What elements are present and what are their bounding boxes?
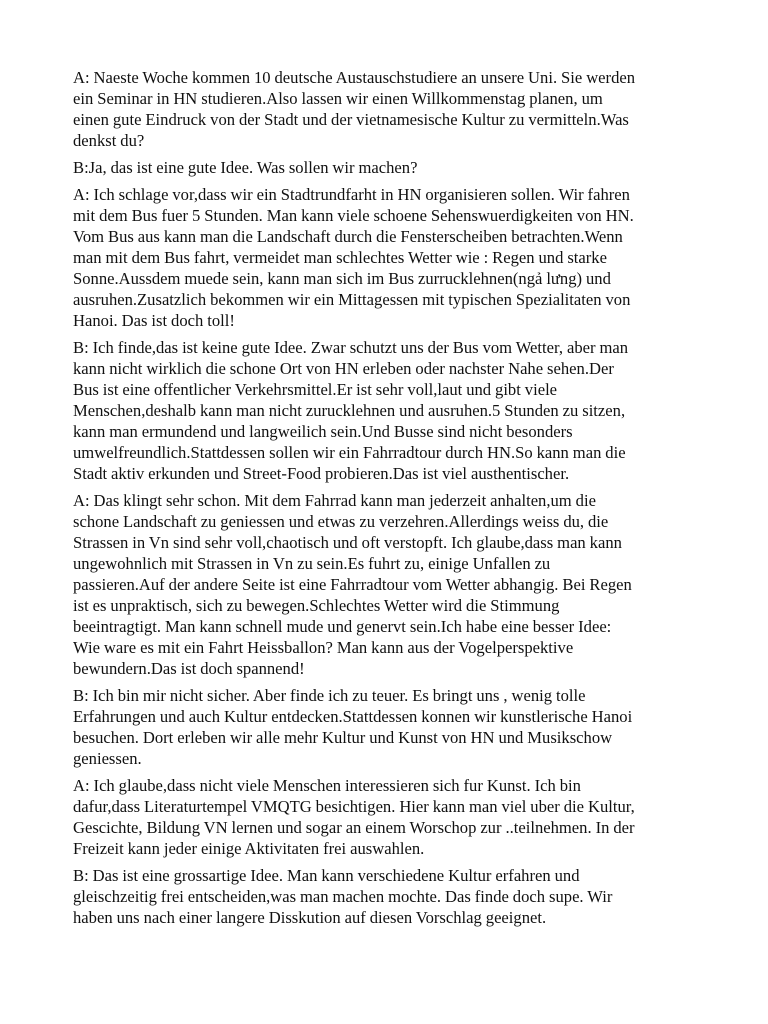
paragraph-b-bike-tour: B: Ich finde,das ist keine gute Idee. Zwar schutzt uns der Bus vom Wetter, aber man kann nicht wirklich die schone Ort von HN erleben oder nachster Nahe sehen.Der Bus ist eine offentlicher Verkehrsmittel.Er ist sehr voll,laut und gibt viele Menschen,deshalb kann man nicht zurucklehnen und ausruhen.5 Stunden zu sitzen, kann man ermundend und langweilich sein.Und Busse sind nicht besonders umwelfreundlich.Stattdessen sollen wir ein Fahrradtour durch HN.So kann man die Stadt aktiv erkunden und Street-Food probieren.Das ist viel austhentischer. xyxy=(73,338,629,483)
paragraph-b-agree: B: Das ist eine grossartige Idee. Man kann verschiedene Kultur erfahren und gleischzeitig frei entscheiden,was man machen mochte. Das finde doch supe. Wir haben uns nach einer langere Disskution auf diesen Vorschlag geeignet. xyxy=(73,866,613,927)
paragraph-a-intro: A: Naeste Woche kommen 10 deutsche Austauschstudiere an unsere Uni. Sie werden ein Seminar in HN studieren.Also lassen wir einen Willkommenstag planen, um einen gute Eindruck von der Stadt und der vietnamesische Kultur zu vermitteln.Was denkst du? xyxy=(73,68,636,150)
paragraph-b-art: B: Ich bin mir nicht sicher. Aber finde ich zu teuer. Es bringt uns , wenig tolle Erfahrungen und auch Kultur entdecken.Stattdessen konnen wir kunstlerische Hanoi besuchen. Dort erleben wir alle mehr Kultur und Kunst von HN und Musikschow geniessen. xyxy=(73,686,633,768)
paragraph-b-reply: B:Ja, das ist eine gute Idee. Was sollen wir machen? xyxy=(73,158,418,177)
dialogue-text xyxy=(73,67,703,934)
paragraph-a-balloon: A: Das klingt sehr schon. Mit dem Fahrrad kann man jederzeit anhalten,um die schone Landschaft zu geniessen und etwas zu verzehren.Allerdings weiss du, die Strassen in Vn sind sehr voll,chaotisch und oft verstopft. Ich glaube,dass man kann ungewohnlich mit Strassen in Vn zu sein.Es fuhrt zu, einige Unfallen zu passieren.Auf der andere Seite ist eine Fahrradtour vom Wetter abhangig. Bei Regen ist es unpraktisch, sich zu bewegen.Schlechtes Wetter wird die Stimmung beeintragtigt. Man kann schnell mude und genervt sein.Ich habe eine besser Idee: Wie ware es mit ein Fahrt Heissballon? Man kann aus der Vogelperspektive bewundern.Das ist doch spannend! xyxy=(73,491,632,678)
paragraph-a-temple: A: Ich glaube,dass nicht viele Menschen interessieren sich fur Kunst. Ich bin dafur,dass Literaturtempel VMQTG besichtigen. Hier kann man viel uber die Kultur, Gescichte, Bildung VN lernen und sogar an einem Worschop zur ..teilnehmen. In der Freizeit kann jeder einige Aktivitaten frei auswahlen. xyxy=(73,776,635,858)
paragraph-a-bus-tour: A: Ich schlage vor,dass wir ein Stadtrundfarht in HN organisieren sollen. Wir fahren mit dem Bus fuer 5 Stunden. Man kann viele schoene Sehenswuerdigkeiten von HN. Vom Bus aus kann man die Landschaft durch die Fensterscheiben betrachten.Wenn man mit dem Bus fahrt, vermeidet man schlechtes Wetter wie : Regen und starke Sonne.Aussdem muede sein, kann man sich im Bus zurrucklehnen(ngả lưng) und ausruhen.Zusatzlich bekommen wir ein Mittagessen mit typischen Spezialitaten von Hanoi. Das ist doch toll! xyxy=(73,185,634,330)
